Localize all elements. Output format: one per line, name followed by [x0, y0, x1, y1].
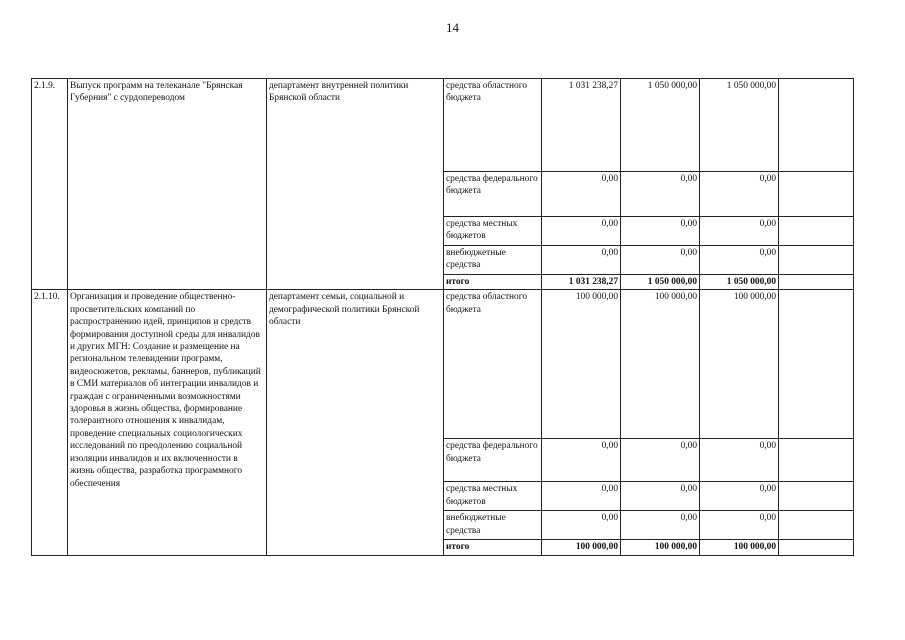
empty-cell: [779, 482, 854, 511]
empty-cell: [779, 540, 854, 555]
value-cell: 0,00: [621, 172, 700, 217]
value-cell: 100 000,00: [621, 290, 700, 439]
measure-name: Выпуск программ на телеканале "Брянская Губерния" с сурдопереводом: [68, 79, 267, 290]
empty-cell: [779, 511, 854, 540]
funding-source: средства местных бюджетов: [444, 217, 542, 246]
funding-source: внебюджетные средства: [444, 246, 542, 275]
value-cell: 100 000,00: [700, 290, 779, 439]
empty-cell: [779, 246, 854, 275]
value-cell: 0,00: [542, 217, 621, 246]
value-cell: 1 031 238,27: [542, 79, 621, 172]
value-cell: 0,00: [542, 246, 621, 275]
value-cell: 0,00: [542, 439, 621, 482]
value-cell: 100 000,00: [542, 290, 621, 439]
page-number: 14: [446, 20, 459, 35]
value-cell: 0,00: [700, 511, 779, 540]
value-cell: 0,00: [621, 439, 700, 482]
funding-source: средства областного бюджета: [444, 290, 542, 439]
executor: департамент внутренней политики Брянской области: [267, 79, 444, 290]
funding-source: внебюджетные средства: [444, 511, 542, 540]
value-cell: 0,00: [700, 246, 779, 275]
measure-name: Организация и проведение общественно-просветительских компаний по распространению идей, принципов и средств формирования доступной среды для инвалидов и других МГН: Создание и размещение на региональном телевидении программ, видеосюжетов, рекламы, баннеров, публикаций в СМИ материалов об интеграции инвалидов и граждан с ограниченными возможностями здоровья в жизнь общества, формирование толерантного отношения к инвалидам, проведение специальных социологических исследований по преодолению социальной изоляции инвалидов и их включенности в жизнь общества, разработка программного обеспечения: [68, 290, 267, 555]
total-value: 1 050 000,00: [700, 275, 779, 290]
total-value: 100 000,00: [542, 540, 621, 555]
value-cell: 0,00: [621, 246, 700, 275]
value-cell: 0,00: [542, 482, 621, 511]
table-row: [32, 290, 854, 439]
empty-cell: [779, 290, 854, 439]
total-value: 100 000,00: [621, 540, 700, 555]
row-code: 2.1.9.: [32, 79, 68, 290]
funding-source: средства федерального бюджета: [444, 439, 542, 482]
total-value: 1 031 238,27: [542, 275, 621, 290]
value-cell: 1 050 000,00: [700, 79, 779, 172]
value-cell: 0,00: [700, 172, 779, 217]
value-cell: 0,00: [621, 217, 700, 246]
executor: департамент семьи, социальной и демографической политики Брянской области: [267, 290, 444, 555]
value-cell: 0,00: [542, 172, 621, 217]
row-code: 2.1.10.: [32, 290, 68, 555]
empty-cell: [779, 79, 854, 172]
budget-table: [31, 78, 854, 556]
table-row: [32, 79, 854, 172]
empty-cell: [779, 172, 854, 217]
funding-source: средства местных бюджетов: [444, 482, 542, 511]
total-label: итого: [444, 275, 542, 290]
value-cell: 0,00: [700, 482, 779, 511]
funding-source: средства федерального бюджета: [444, 172, 542, 217]
total-value: 1 050 000,00: [621, 275, 700, 290]
value-cell: 0,00: [621, 511, 700, 540]
empty-cell: [779, 217, 854, 246]
funding-source: средства областного бюджета: [444, 79, 542, 172]
value-cell: 0,00: [700, 217, 779, 246]
value-cell: 0,00: [621, 482, 700, 511]
value-cell: 1 050 000,00: [621, 79, 700, 172]
value-cell: 0,00: [542, 511, 621, 540]
empty-cell: [779, 439, 854, 482]
value-cell: 0,00: [700, 439, 779, 482]
total-value: 100 000,00: [700, 540, 779, 555]
total-label: итого: [444, 540, 542, 555]
empty-cell: [779, 275, 854, 290]
